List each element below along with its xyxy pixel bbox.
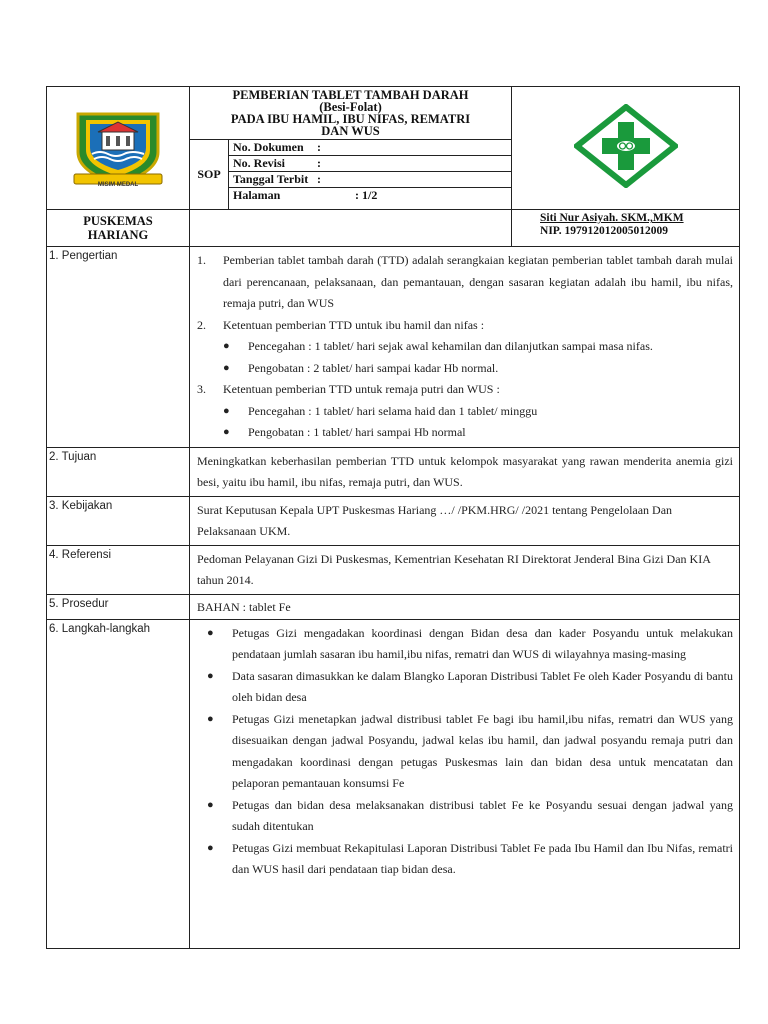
row-label: 3. Kebijakan xyxy=(47,496,190,545)
title-line-2: (Besi-Folat) xyxy=(319,100,382,114)
row-label: 6. Langkah-langkah xyxy=(47,619,190,948)
list-item xyxy=(197,422,733,444)
meta-value: : xyxy=(317,156,321,171)
org-name-line-1: PUSKEMAS xyxy=(83,214,153,228)
row-label: 4. Referensi xyxy=(47,545,190,594)
bullet-icon: ● xyxy=(223,426,230,438)
item-text: Pemberian tablet tambah darah (TTD) adalah serangkaian kegiatan pemberian tablet tambah darah mulai dari perencanaan, pelaksanaan, dan pemantauan, dengan sasaran kegiatan adalah ibu hamil, ibu nifas, remaja putri, dan WUS xyxy=(223,253,734,310)
item-text: Pengobatan : 1 tablet/ hari sampai Hb normal xyxy=(248,425,466,439)
row-prosedur xyxy=(47,594,740,619)
list-item xyxy=(190,709,733,795)
list-item xyxy=(197,315,733,337)
meta-key: Halaman xyxy=(233,188,281,203)
row-langkah xyxy=(47,619,740,948)
list-item xyxy=(190,623,733,666)
row-referensi xyxy=(47,545,740,594)
document-meta-table xyxy=(229,140,511,203)
meta-value: : 1/2 xyxy=(355,188,378,203)
list-item xyxy=(190,666,733,709)
sop-label: SOP xyxy=(190,140,229,210)
langkah-content xyxy=(190,619,740,948)
list-item xyxy=(197,379,733,401)
title-line-4: DAN WUS xyxy=(321,124,380,138)
meta-value: : xyxy=(317,140,321,155)
bullet-icon: ● xyxy=(207,841,214,854)
item-number: 1. xyxy=(197,253,206,267)
item-text: Pencegahan : 1 tablet/ hari selama haid dan 1 tablet/ minggu xyxy=(248,403,538,418)
meta-revision xyxy=(229,156,511,172)
sop-document xyxy=(46,86,739,949)
item-text: Ketentuan pemberian TTD untuk ibu hamil dan nifas : xyxy=(223,317,485,332)
item-text: Petugas Gizi menetapkan jadwal distribusi tablet Fe bagi ibu hamil,ibu nifas, rematri dan WUS yang disesuaikan dengan jadwal Posyandu, jadwal kelas ibu hamil, dan jadwal posyandu remaja putri dan mengadakan koordinasi dengan petugas Puskesmas lain dan bidan desa untuk mencatatan dan pelaporan pemantauan konsumsi Fe xyxy=(232,711,734,790)
pengertian-content xyxy=(190,247,740,448)
signature-block xyxy=(512,210,740,247)
tujuan-content: Meningkatkan keberhasilan pemberian TTD untuk kelompok masyarakat yang rawan menderita anemia gizi besi, yaitu ibu hamil, ibu nifas, remaja putri, dan WUS. xyxy=(190,447,740,496)
meta-key: Tanggal Terbit xyxy=(233,172,309,187)
meta-page xyxy=(229,188,511,204)
meta-issue-date xyxy=(229,172,511,188)
puskesmas-logo-icon xyxy=(574,104,678,188)
sop-table xyxy=(46,86,740,949)
meta-key: No. Dokumen xyxy=(233,140,304,155)
meta-value: : xyxy=(317,172,321,187)
item-text: Petugas Gizi membuat Rekapitulasi Laporan Distribusi Tablet Fe pada Ibu Hamil dan Ibu Nifas, rematri dan WUS hasil dari pendataan tiap bidan desa. xyxy=(232,840,734,876)
row-label: 2. Tujuan xyxy=(47,447,190,496)
meta-key: No. Revisi xyxy=(233,156,285,171)
prosedur-content: BAHAN : tablet Fe xyxy=(190,594,740,619)
item-text: Petugas dan bidan desa melaksanakan distribusi tablet Fe ke Posyandu sesuai dengan jadwal yang sudah ditentukan xyxy=(232,797,734,833)
item-text: Petugas Gizi mengadakan koordinasi dengan Bidan desa dan kader Posyandu untuk melakukan pendataan jumlah sasaran ibu hamil,ibu nifas, rematri dan WUS di wilayahnya masing-masing xyxy=(232,625,734,661)
kebijakan-content: Surat Keputusan Kepala UPT Puskesmas Hariang …/ /PKM.HRG/ /2021 tentang Pengelolaan Dan Pelaksanaan UKM. xyxy=(190,496,740,545)
meta-doc-number xyxy=(229,140,511,156)
item-text: Data sasaran dimasukkan ke dalam Blangko Laporan Distribusi Tablet Fe oleh Kader Posyandu di bantu oleh bidan desa xyxy=(232,668,734,704)
regency-logo-icon xyxy=(68,108,168,190)
regency-logo-cell xyxy=(47,87,190,210)
org-name-line-2: HARIANG xyxy=(87,228,149,242)
row-pengertian xyxy=(47,247,740,448)
row-label: 5. Prosedur xyxy=(47,594,190,619)
bullet-icon: ● xyxy=(207,712,214,725)
signer-nip: NIP. 197912012005012009 xyxy=(540,225,669,237)
referensi-content: Pedoman Pelayanan Gizi Di Puskesmas, Kementrian Kesehatan RI Direktorat Jenderal Bina Gizi Dan KIA tahun 2014. xyxy=(190,545,740,594)
item-text: Pengobatan : 2 tablet/ hari sampai kadar Hb normal. xyxy=(248,360,499,375)
bullet-icon: ● xyxy=(207,798,214,811)
puskesmas-logo-cell xyxy=(512,87,740,210)
bullet-icon: ● xyxy=(223,340,230,352)
row-tujuan xyxy=(47,447,740,496)
signer-name: Siti Nur Asiyah. SKM.,MKM xyxy=(540,212,684,224)
list-item xyxy=(190,795,733,838)
list-item xyxy=(197,358,733,380)
item-number: 2. xyxy=(197,317,206,332)
row-kebijakan xyxy=(47,496,740,545)
title-line-3: PADA IBU HAMIL, IBU NIFAS, REMATRI xyxy=(230,112,471,126)
bullet-icon: ● xyxy=(207,669,214,682)
organization-name xyxy=(47,210,190,247)
list-item xyxy=(197,336,733,358)
item-text: Pencegahan : 1 tablet/ hari sejak awal kehamilan dan dilanjutkan sampai masa nifas. xyxy=(248,339,653,353)
title-cell xyxy=(190,87,512,140)
blank-signature-cell xyxy=(190,210,512,247)
bullet-icon: ● xyxy=(223,361,230,374)
list-item xyxy=(197,401,733,423)
document-title xyxy=(190,87,511,137)
title-line-1: PEMBERIAN TABLET TAMBAH DARAH xyxy=(232,88,469,102)
row-label: 1. Pengertian xyxy=(47,247,190,448)
list-item xyxy=(190,838,733,881)
item-number: 3. xyxy=(197,382,206,396)
bullet-icon: ● xyxy=(207,626,214,639)
bullet-icon: ● xyxy=(223,404,230,417)
list-item xyxy=(197,250,733,315)
logo-motto: MISIM MEDAL xyxy=(97,182,139,188)
item-text: Ketentuan pemberian TTD untuk remaja putri dan WUS : xyxy=(223,382,500,396)
document-meta-cell xyxy=(229,140,512,210)
